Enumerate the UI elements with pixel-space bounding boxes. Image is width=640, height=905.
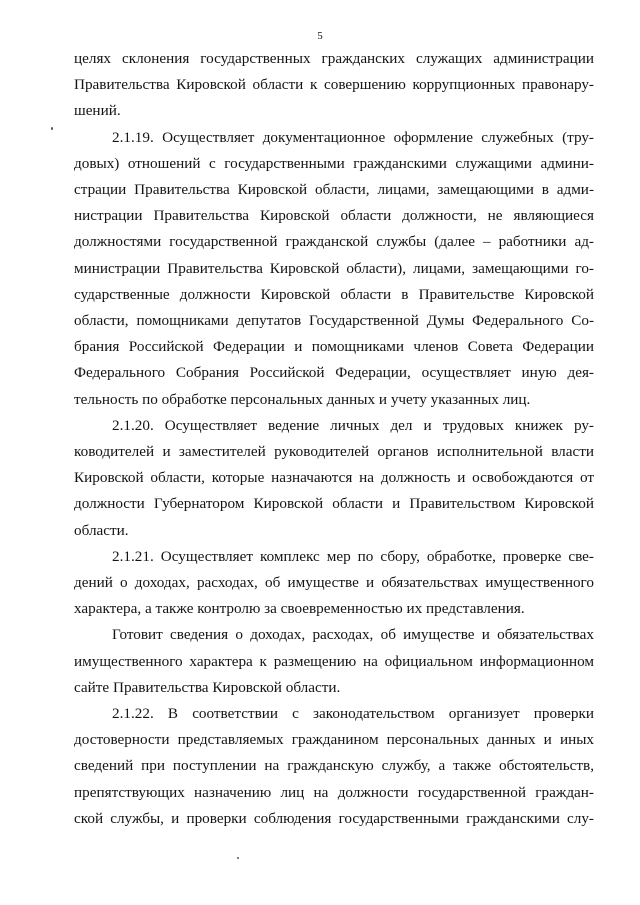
text-line: области, помощниками депутатов Государственной Думы Федерального Со- xyxy=(74,312,594,330)
text-line: характера, а также контролю за своевременностью их представления. xyxy=(74,600,525,618)
text-line: целях склонения государственных гражданских служащих администрации xyxy=(74,50,594,67)
paragraph-2-1-20-line: 2.1.20. Осуществляет ведение личных дел и трудовых книжек ру- xyxy=(112,416,594,434)
text-line: сайте Правительства Кировской области. xyxy=(74,678,341,696)
text-line: должности Губернатором Кировской области и Правительством Кировской xyxy=(74,495,594,513)
text-line: тельность по обработке персональных данных и учету указанных лиц. xyxy=(74,390,531,408)
text-line: министрации Правительства Кировской области), лицами, замещающими го- xyxy=(74,259,594,277)
scan-speck xyxy=(237,857,239,859)
text-line: сведений при поступлении на гражданскую службу, а также обстоятельств, xyxy=(74,757,594,775)
page-number: 5 xyxy=(317,30,323,42)
paragraph-disclosure-line: Готовит сведения о доходах, расходах, об имуществе и обязательствах xyxy=(112,626,594,644)
text-line: дений о доходах, расходах, об имуществе и обязательствах имущественного xyxy=(74,574,594,592)
paragraph-2-1-19-line: 2.1.19. Осуществляет документационное оформление служебных (тру- xyxy=(112,128,594,146)
text-line: достоверности представляемых гражданином персональных данных и иных xyxy=(74,731,594,749)
text-line: области. xyxy=(74,521,129,539)
text-line: шений. xyxy=(74,102,121,120)
text-line: Кировской области, которые назначаются на должность и освобождаются от xyxy=(74,469,594,487)
text-line: Правительства Кировской области к совершению коррупционных правонару- xyxy=(74,76,594,94)
document-body xyxy=(74,46,594,832)
text-line: страции Правительства Кировской области, лицами, замещающими в адми- xyxy=(74,181,594,199)
text-line: должностями государственной гражданской службы (далее – работники ад- xyxy=(74,233,594,251)
text-line: препятствующих назначению лиц на должности государственной граждан- xyxy=(74,783,594,801)
text-line: сударственные должности Кировской области в Правительстве Кировской xyxy=(74,285,594,303)
text-line: Федерального Собрания Российской Федерации, осуществляет иную дея- xyxy=(74,364,594,382)
text-line: имущественного характера к размещению на официальном информационном xyxy=(74,652,594,670)
paragraph-2-1-22-line: 2.1.22. В соответствии с законодательством организует проверки xyxy=(112,705,594,723)
text-line: ководителей и заместителей руководителей органов исполнительной власти xyxy=(74,443,594,461)
scan-speck xyxy=(51,127,53,130)
text-line: довых) отношений с государственными гражданскими служащими админи- xyxy=(74,154,594,172)
text-line: нистрации Правительства Кировской области должности, не являющиеся xyxy=(74,207,594,225)
text-line: ской службы, и проверки соблюдения государственными гражданскими слу- xyxy=(74,809,594,827)
paragraph-2-1-21-line: 2.1.21. Осуществляет комплекс мер по сбору, обработке, проверке све- xyxy=(112,547,594,565)
text-line: брания Российской Федерации и помощниками членов Совета Федерации xyxy=(74,338,594,356)
